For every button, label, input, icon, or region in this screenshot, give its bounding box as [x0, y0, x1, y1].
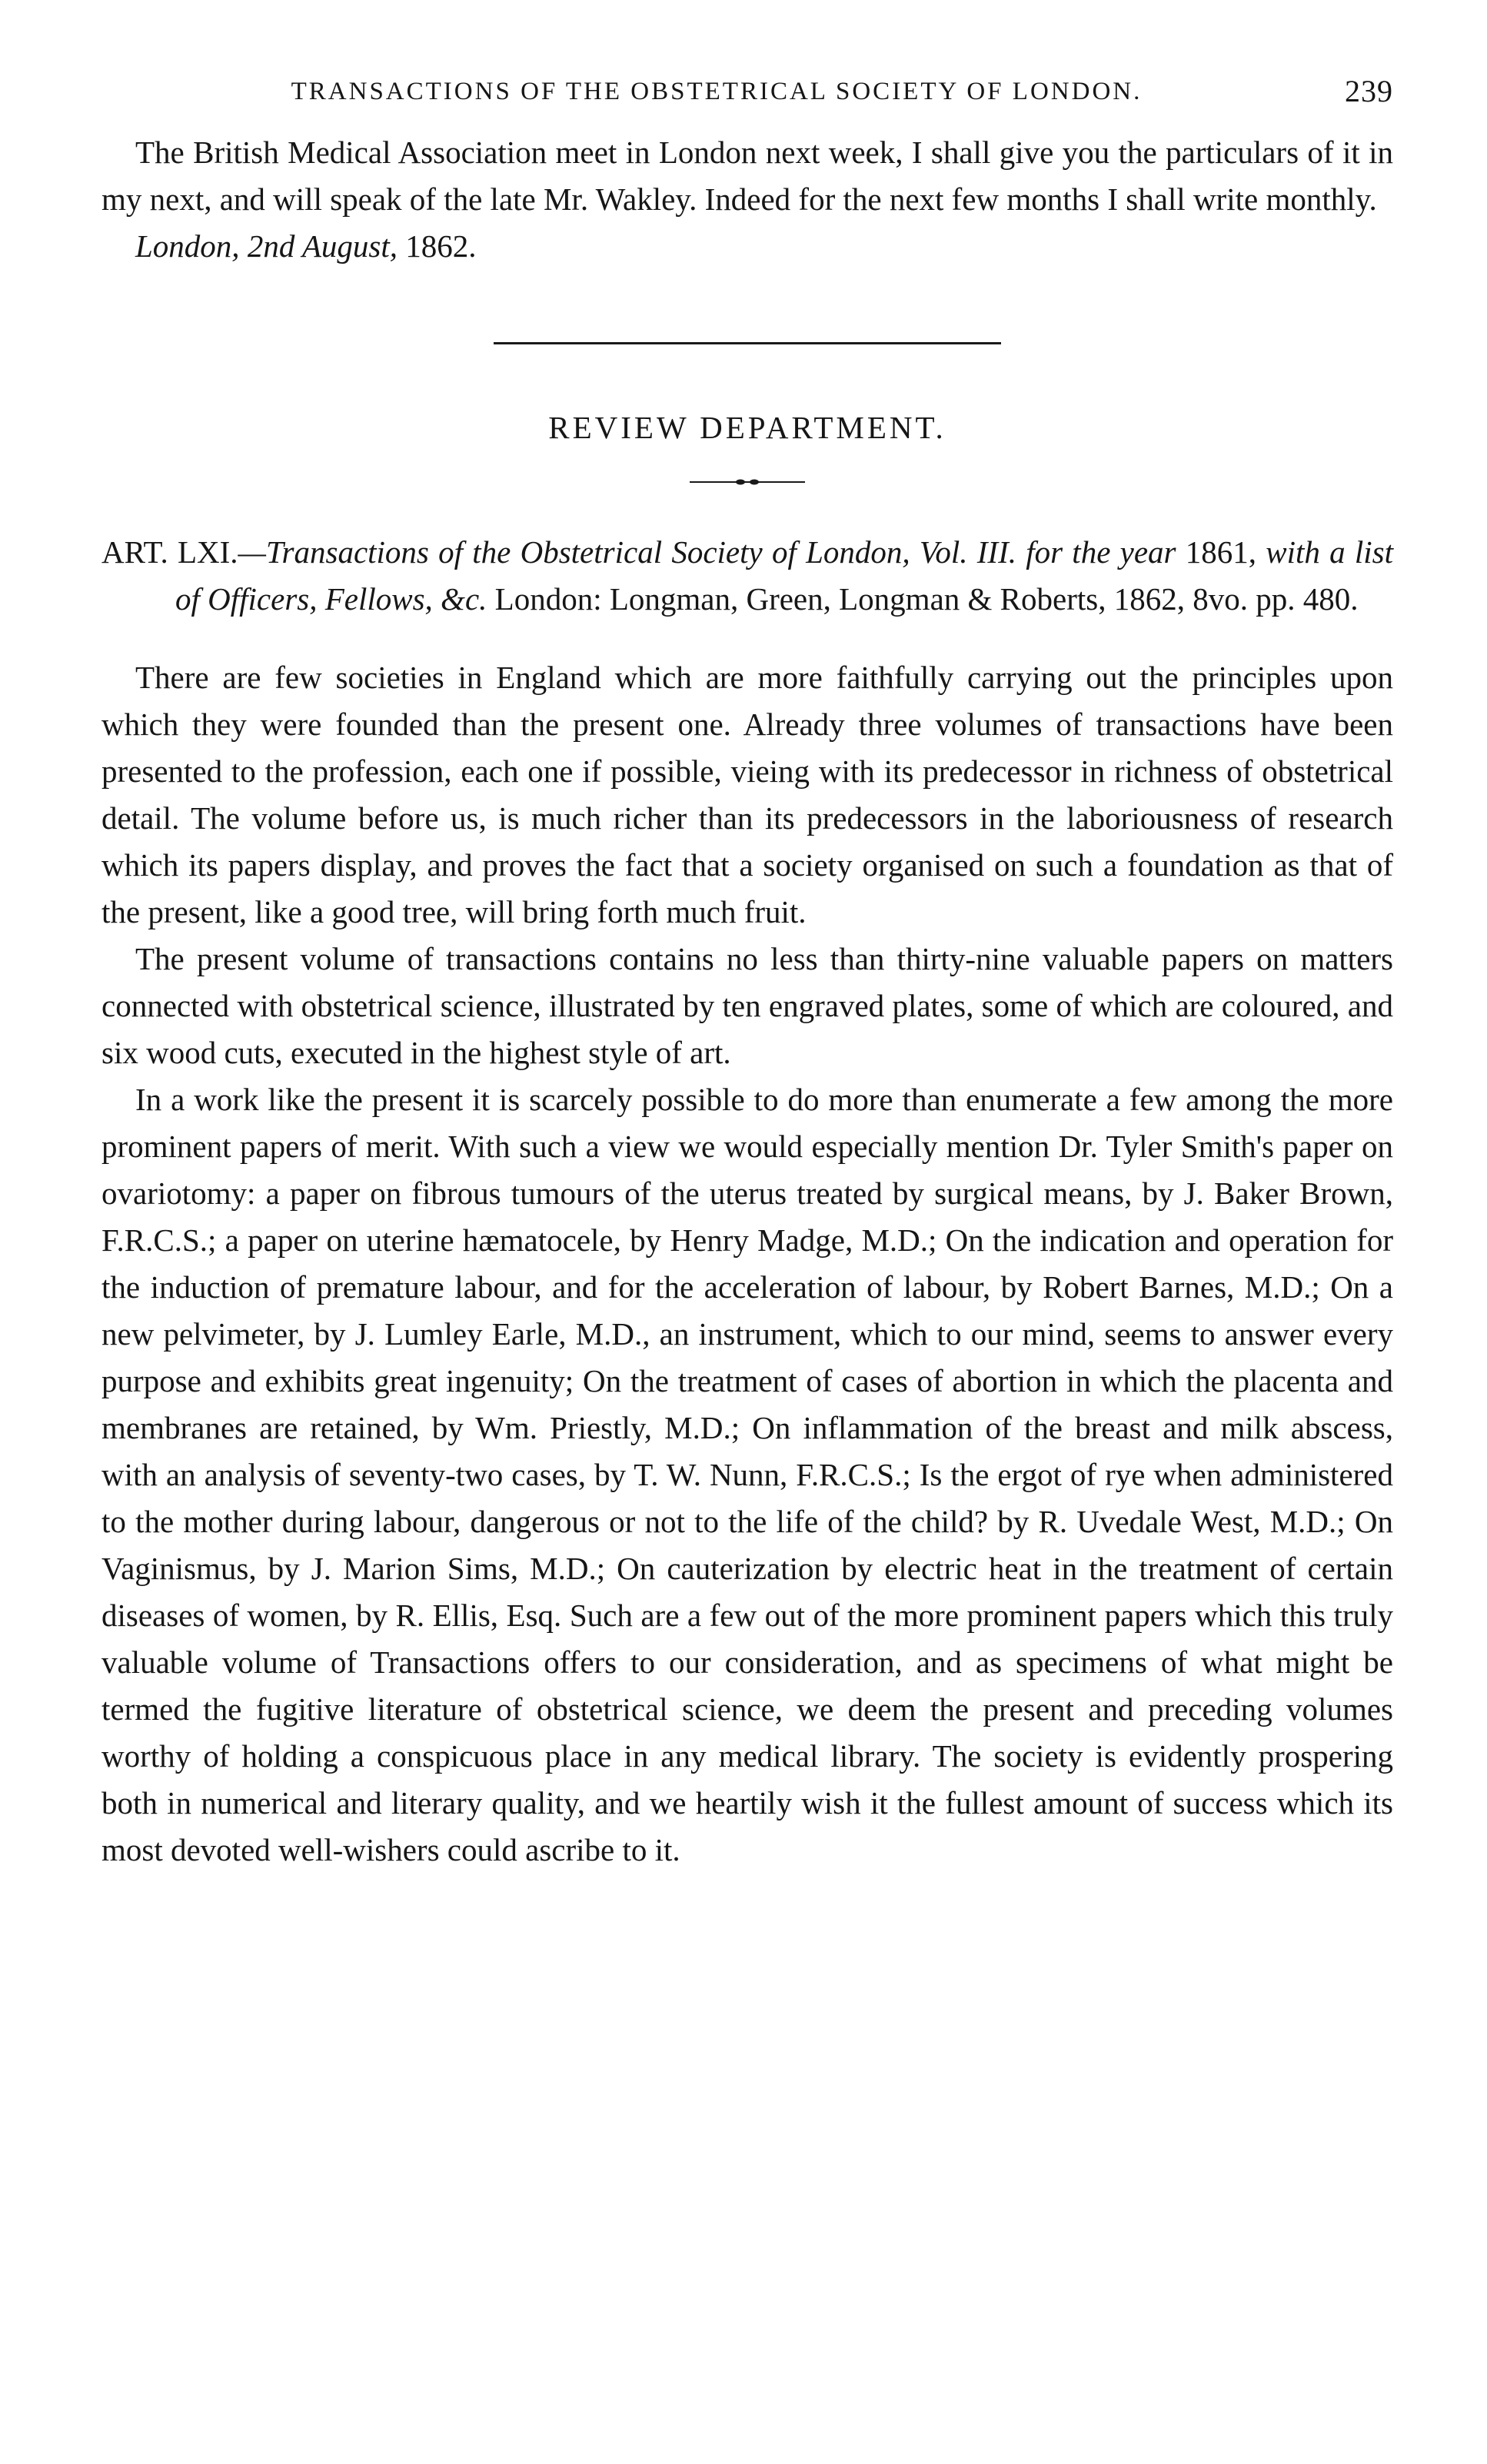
running-head-title: TRANSACTIONS OF THE OBSTETRICAL SOCIETY OF LONDON. — [291, 78, 1143, 105]
article-year: 1861, — [1185, 534, 1256, 570]
section-heading: REVIEW DEPARTMENT. — [548, 410, 946, 445]
review-paragraph: In a work like the present it is scarcely possible to do more than enumerate a few among the more prominent papers of merit. With such a view we would especially mention Dr. Tyler Smith's paper on ovariotomy: a paper on fibrous tumours of the uterus treated by surgical means, by J. Baker Brown, F.R.C.S.; a paper on uterine hæmatocele, by Henry Madge, M.D.; On the indication and operation for the induction of premature labour, and for the acceleration of labour, by Robert Barnes, M.D.; On a new pelvimeter, by J. Lumley Earle, M.D., an instrument, which to our mind, seems to answer every purpose and exhibits great ingenuity; On the treatment of cases of abortion in which the placenta and membranes are retained, by Wm. Priestly, M.D.; On inflammation of the breast and milk abscess, with an analysis of seventy-two cases, by T. W. Nunn, F.R.C.S.; Is the ergot of rye when administered to the mother during labour, dangerous or not to the life of the child? by R. Uvedale West, M.D.; On Vaginismus, by J. Marion Sims, M.D.; On cauterization by electric heat in the treatment of certain diseases of women, by R. Ellis, Esq. Such are a few out of the more prominent papers which this truly valuable volume of Transactions offers to our consideration, and as specimens of what might be termed the fugitive literature of obstetrical science, we deem the present and preceding volumes worthy of holding a conspicuous place in any medical library. The society is evidently prospering both in numerical and literary quality, and we heartily wish it the fullest amount of success which its most devoted well-wishers could ascribe to it. — [101, 1082, 1393, 1867]
review-paragraph: There are few societies in England which are more faithfully carrying out the principles upon which they were founded than the present one. Already three volumes of transactions have been presented to the profession, each one if possible, vieing with its predecessor in richness of obstetrical detail. The volume before us, is much richer than its predecessors in the laboriousness of research which its papers display, and proves the fact that a society organised on such a foundation as that of the present, like a good tree, will bring forth much fruit. — [101, 660, 1393, 929]
page-number: 239 — [1345, 74, 1393, 108]
article-title-2: with a list of Officers, Fellows, &c. — [175, 534, 1393, 617]
article-title: —Transactions of the Obstetrical Society of London, Vol. III. for the year — [238, 534, 1176, 570]
running-head — [132, 68, 1393, 115]
ornament-divider — [690, 478, 805, 486]
review-paragraph: The present volume of transactions contains no less than thirty-nine valuable papers on matters connected with obstetrical science, illustrated by ten engraved plates, some of which are coloured, and six wood cuts, executed in the highest style of art. — [101, 941, 1393, 1070]
page — [101, 68, 1393, 1874]
article-heading — [101, 529, 1393, 623]
letter-paragraph: The British Medical Association meet in London next week, I shall give you the particulars of it in my next, and will speak of the late Mr. Wakley. Indeed for the next few months I shall write monthly. — [101, 135, 1393, 217]
section-divider-rule — [494, 342, 1001, 344]
article-label: ART. LXI. — [101, 534, 238, 570]
dateline — [101, 223, 1393, 270]
dateline-date: 2nd August, — [247, 228, 398, 264]
dateline-year: 1862. — [405, 228, 477, 264]
dateline-place: London, — [135, 228, 240, 264]
article-publisher: London: Longman, Green, Longman & Roberts, 1862, 8vo. pp. 480. — [494, 581, 1359, 617]
review-body — [101, 654, 1393, 1874]
